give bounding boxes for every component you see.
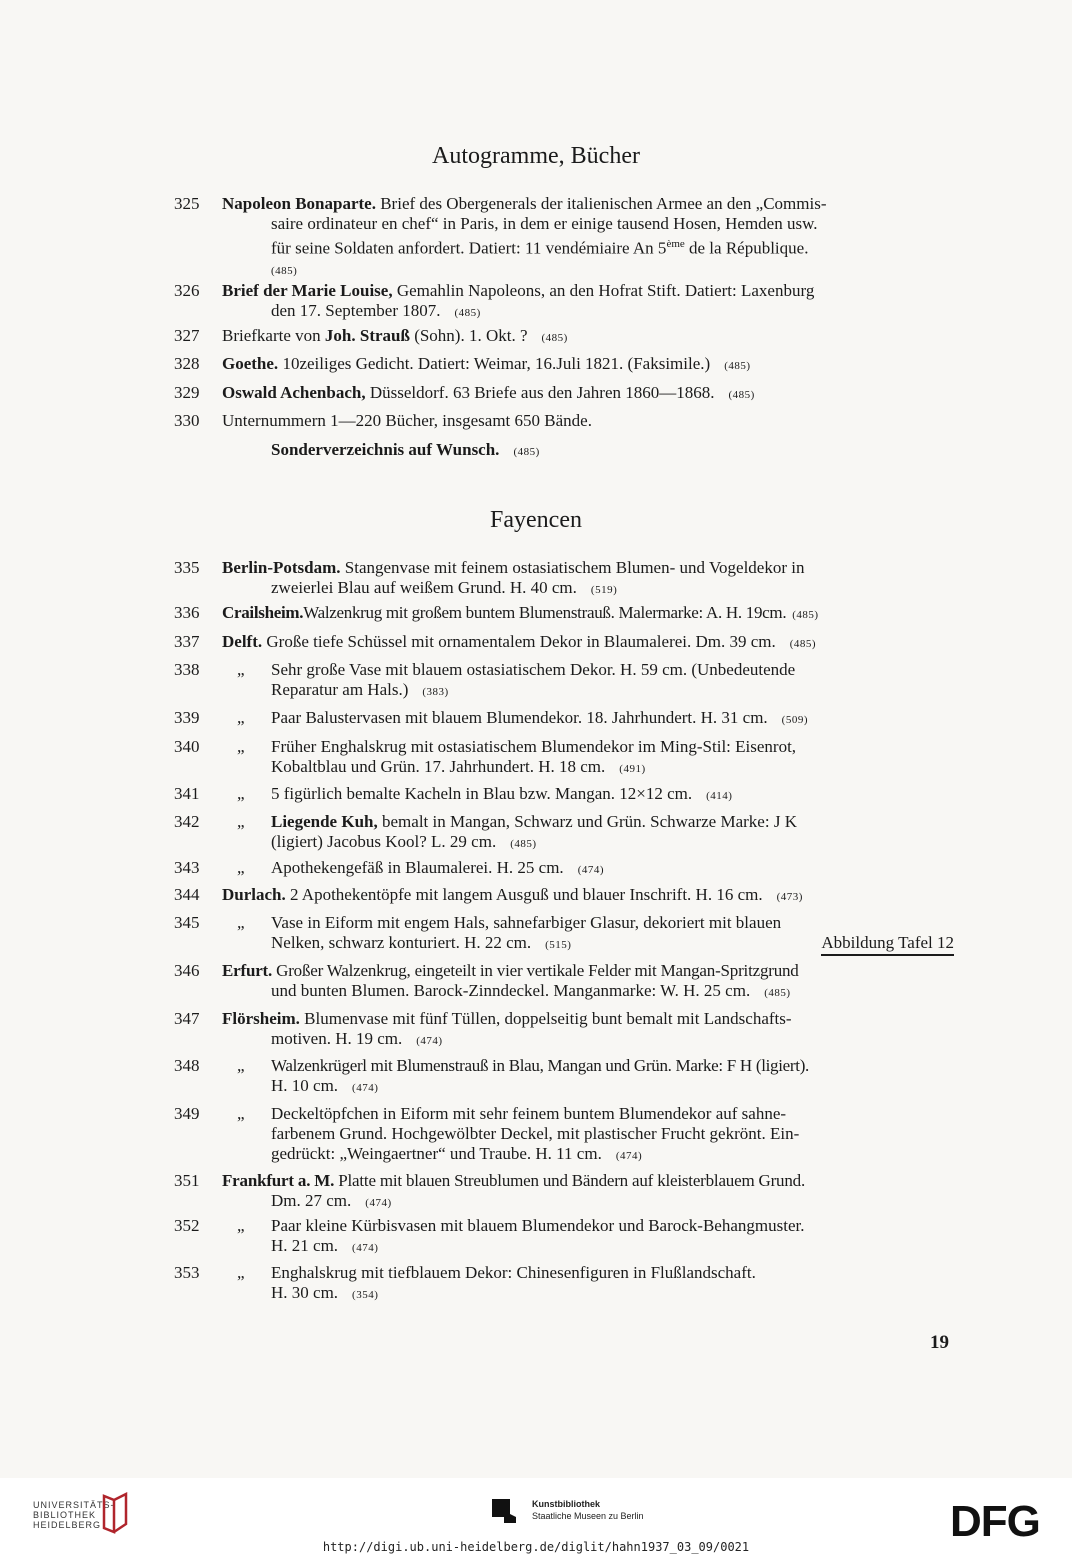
entry-line: Reparatur am Hals.) — [271, 680, 409, 699]
entry-line: Brief des Obergenerals der italienischen Armee an den „Commis- — [375, 194, 827, 213]
entry-number: 345 — [174, 913, 200, 932]
entry-title: Joh. Strauß — [324, 326, 410, 345]
dfg-logo: DFG — [950, 1497, 1040, 1546]
entry-line: (Sohn). 1. Okt. ? — [409, 326, 528, 345]
catalog-entry-344 — [174, 885, 954, 907]
ub-line: UNIVERSITÄTS- — [33, 1500, 115, 1510]
entry-number: 352 — [174, 1216, 200, 1235]
entry-line: Paar Balustervasen mit blauem Blumendekor. 18. Jahrhundert. H. 31 cm. — [271, 708, 768, 727]
entry-number: 351 — [174, 1171, 200, 1190]
catalog-entry-349 — [174, 1104, 954, 1166]
entry-line: Nelken, schwarz konturiert. H. 22 cm. — [271, 933, 532, 952]
entry-number: 336 — [174, 603, 200, 622]
lot-reference: (474) — [352, 1242, 379, 1254]
entry-line: 10zeiliges Gedicht. Datiert: Weimar, 16.Juli 1821. (Faksimile.) — [278, 354, 711, 373]
entry-line: H. 10 cm. — [271, 1076, 339, 1095]
entry-number: 325 — [174, 194, 200, 213]
lot-reference: (414) — [706, 790, 733, 802]
entry-line: Sehr große Vase mit blauem ostasiatischem Dekor. H. 59 cm. (Unbedeutende — [271, 660, 796, 679]
lot-reference: (474) — [416, 1035, 443, 1047]
entry-number: 347 — [174, 1009, 200, 1028]
entry-line: H. 30 cm. — [271, 1283, 339, 1302]
entry-number: 339 — [174, 708, 200, 727]
ditto-mark: „ — [237, 913, 245, 932]
entry-line: Große tiefe Schüssel mit ornamentalem Dekor in Blaumalerei. Dm. 39 cm. — [262, 632, 776, 651]
catalog-entry-348 — [174, 1056, 954, 1098]
lot-reference: (485) — [513, 446, 540, 458]
entry-line: Briefkarte von — [222, 326, 325, 345]
lot-reference: (491) — [619, 763, 646, 775]
lot-reference: (485) — [789, 638, 817, 650]
entry-number: 343 — [174, 858, 200, 877]
entry-number: 327 — [174, 326, 200, 345]
catalog-entry-326 — [174, 281, 954, 323]
ditto-mark: „ — [237, 858, 245, 877]
entry-title: Napoleon Bonaparte. — [222, 194, 376, 213]
entry-line: Apothekengefäß in Blaumalerei. H. 25 cm. — [271, 858, 564, 877]
ditto-mark: „ — [237, 1263, 245, 1282]
entry-line: Dm. 27 cm. — [271, 1191, 352, 1210]
entry-line: saire ordinateur en chef“ in Paris, in dem er einige tausend Hosen, Hemden usw. — [271, 214, 818, 233]
ditto-mark: „ — [237, 784, 245, 803]
entry-number: 344 — [174, 885, 200, 904]
lot-reference: (485) — [792, 609, 819, 621]
entry-title: Flörsheim. — [222, 1009, 300, 1028]
digitization-footer — [0, 1478, 1072, 1557]
entry-title: Berlin-Potsdam. — [222, 558, 341, 577]
ditto-mark: „ — [237, 1104, 245, 1123]
catalog-entry-351 — [174, 1171, 954, 1213]
lot-reference: (485) — [728, 389, 755, 401]
catalog-entry-338 — [174, 660, 954, 702]
catalog-entry-337 — [174, 632, 954, 654]
entry-line: H. 21 cm. — [271, 1236, 339, 1255]
entry-line: zweierlei Blau auf weißem Grund. H. 40 cm. — [271, 578, 577, 597]
entry-number: 338 — [174, 660, 200, 679]
lot-reference: (474) — [577, 864, 605, 876]
lot-reference: (474) — [352, 1082, 379, 1094]
lot-reference: (515) — [545, 939, 572, 951]
catalog-entry-328 — [174, 354, 954, 376]
ditto-mark: „ — [237, 708, 245, 727]
entry-line: Enghalskrug mit tiefblauem Dekor: Chinesenfiguren in Flußlandschaft. — [271, 1263, 756, 1282]
catalog-entry-325 — [174, 194, 954, 281]
catalog-entry-352 — [174, 1216, 954, 1258]
entry-line: Walzenkrügerl mit Blumenstrauß in Blau, Mangan und Grün. Marke: F H (ligiert). — [271, 1056, 809, 1075]
entry-number: 348 — [174, 1056, 200, 1075]
section-heading-fayencen: Fayencen — [490, 507, 582, 533]
entry-title: Frankfurt a. M. — [222, 1171, 335, 1190]
ditto-mark: „ — [237, 1056, 245, 1075]
lot-reference: (485) — [724, 360, 751, 372]
entry-line: Vase in Eiform mit engem Hals, sahnefarbiger Glasur, dekoriert mit blauen — [271, 913, 782, 932]
lot-reference: (474) — [365, 1197, 392, 1209]
catalog-entry-341 — [174, 784, 954, 806]
entry-line: de la République. — [684, 238, 809, 258]
entry-number: 330 — [174, 411, 200, 430]
kb-line: Staatliche Museen zu Berlin — [532, 1511, 644, 1521]
entry-title: Crailsheim. — [222, 603, 304, 622]
ub-heidelberg-logo-icon — [100, 1492, 130, 1534]
catalog-entry-347 — [174, 1009, 954, 1051]
entry-number: 349 — [174, 1104, 200, 1123]
lot-reference: (474) — [615, 1150, 643, 1162]
entry-line: 2 Apothekentöpfe mit langem Ausguß und blauer Inschrift. H. 16 cm. — [285, 885, 763, 904]
entry-line: Großer Walzenkrug, eingeteilt in vier vertikale Felder mit Mangan-Spritzgrund — [272, 961, 799, 980]
entry-line: Früher Enghalskrug mit ostasiatischem Blumendekor im Ming-Stil: Eisenrot, — [271, 737, 797, 756]
entry-title: Oswald Achenbach, — [222, 383, 366, 402]
catalog-entry-327 — [174, 326, 954, 348]
entry-number: 337 — [174, 632, 200, 651]
plate-reference: Abbildung Tafel 12 — [821, 933, 954, 956]
entry-line: Gemahlin Napoleons, an den Hofrat Stift. Datiert: Laxenburg — [392, 281, 815, 300]
entry-title: Goethe. — [222, 354, 279, 373]
entry-number: 342 — [174, 812, 200, 831]
catalog-entry-329 — [174, 383, 954, 405]
entry-line: Deckeltöpfchen in Eiform mit sehr feinem buntem Blumendekor auf sahne- — [271, 1104, 787, 1123]
ub-line: HEIDELBERG — [33, 1520, 102, 1530]
kunstbibliothek-logo-icon — [490, 1497, 518, 1525]
entry-title: Durlach. — [222, 885, 286, 904]
entry-number: 329 — [174, 383, 200, 402]
entry-number: 328 — [174, 354, 200, 373]
entry-line: Platte mit blauen Streublumen und Bändern auf kleisterblauem Grund. — [334, 1171, 806, 1190]
catalog-entry-336 — [174, 603, 954, 625]
entry-number: 353 — [174, 1263, 200, 1282]
ub-line: BIBLIOTHEK — [33, 1510, 97, 1520]
entry-line: für seine Soldaten anfordert. Datiert: 11 vendémiaire An 5 — [271, 238, 667, 258]
catalog-entry-335 — [174, 558, 954, 600]
entry-line: gedrückt: „Weingaertner“ und Traube. H. 11 cm. — [271, 1144, 602, 1163]
entry-line: und bunten Blumen. Barock-Zinndeckel. Manganmarke: W. H. 25 cm. — [271, 981, 751, 1000]
entry-title: Erfurt. — [222, 961, 273, 980]
lot-reference: (354) — [352, 1289, 379, 1301]
entry-line: motiven. H. 19 cm. — [271, 1029, 403, 1048]
entry-line: (ligiert) Jacobus Kool? L. 29 cm. — [271, 832, 497, 851]
catalog-entry-330 — [174, 411, 954, 462]
ditto-mark: „ — [237, 1216, 245, 1235]
lot-reference: (509) — [781, 714, 808, 726]
entry-line: Düsseldorf. 63 Briefe aus den Jahren 1860—1868. — [365, 383, 715, 402]
lot-reference: (485) — [454, 307, 481, 319]
catalog-entry-353 — [174, 1263, 954, 1305]
lot-reference: (485) — [510, 838, 537, 850]
entry-line: Unternummern 1—220 Bücher, insgesamt 650 Bände. — [222, 411, 592, 430]
entry-line: den 17. September 1807. — [271, 301, 441, 320]
entry-number: 340 — [174, 737, 200, 756]
entry-number: 335 — [174, 558, 200, 577]
entry-line: Stangenvase mit feinem ostasiatischem Blumen- und Vogeldekor in — [340, 558, 805, 577]
lot-reference: (473) — [776, 891, 803, 903]
entry-title: Liegende Kuh, — [271, 812, 378, 831]
catalog-entry-340 — [174, 737, 954, 779]
catalog-entry-346 — [174, 961, 954, 1003]
catalog-entry-342 — [174, 812, 954, 854]
kb-line: Kunstbibliothek — [532, 1499, 600, 1509]
entry-line: Walzenkrug mit großem buntem Blumenstrauß. Malermarke: A. H. 19cm. — [303, 603, 787, 622]
lot-reference: (519) — [590, 584, 618, 596]
entry-number: 346 — [174, 961, 200, 980]
ditto-mark: „ — [237, 812, 245, 831]
ditto-mark: „ — [237, 737, 245, 756]
section-heading-autogramme: Autogramme, Bücher — [432, 143, 640, 169]
entry-line: bemalt in Mangan, Schwarz und Grün. Schwarze Marke: J K — [377, 812, 797, 831]
entry-note: Sonderverzeichnis auf Wunsch. — [271, 440, 500, 459]
entry-line: Kobaltblau und Grün. 17. Jahrhundert. H. 18 cm. — [271, 757, 606, 776]
lot-reference: (485) — [541, 332, 568, 344]
entry-line: farbenem Grund. Hochgewölbter Deckel, mit plastischer Frucht gekrönt. Ein- — [271, 1124, 800, 1143]
catalog-entry-343 — [174, 858, 954, 880]
entry-line: Paar kleine Kürbisvasen mit blauem Blumendekor und Barock-Behangmuster. — [271, 1216, 805, 1235]
kunstbibliothek-name — [532, 1498, 644, 1522]
lot-reference: (485) — [271, 264, 298, 277]
entry-title: Delft. — [222, 632, 263, 651]
entry-title: Brief der Marie Louise, — [222, 281, 393, 300]
page-number: 19 — [930, 1332, 949, 1353]
lot-reference: (383) — [422, 686, 449, 698]
catalog-entry-345 — [174, 913, 954, 956]
entry-line: 5 figürlich bemalte Kacheln in Blau bzw. Mangan. 12×12 cm. — [271, 784, 693, 803]
entry-number: 326 — [174, 281, 200, 300]
lot-reference: (485) — [764, 987, 791, 999]
ditto-mark: „ — [237, 660, 245, 679]
superscript: ème — [666, 238, 685, 250]
entry-number: 341 — [174, 784, 200, 803]
catalog-entry-339 — [174, 708, 954, 730]
entry-line: Blumenvase mit fünf Tüllen, doppelseitig bunt bemalt mit Landschafts- — [299, 1009, 792, 1028]
source-url[interactable]: http://digi.ub.uni-heidelberg.de/diglit/hahn1937_03_09/0021 — [322, 1540, 750, 1554]
